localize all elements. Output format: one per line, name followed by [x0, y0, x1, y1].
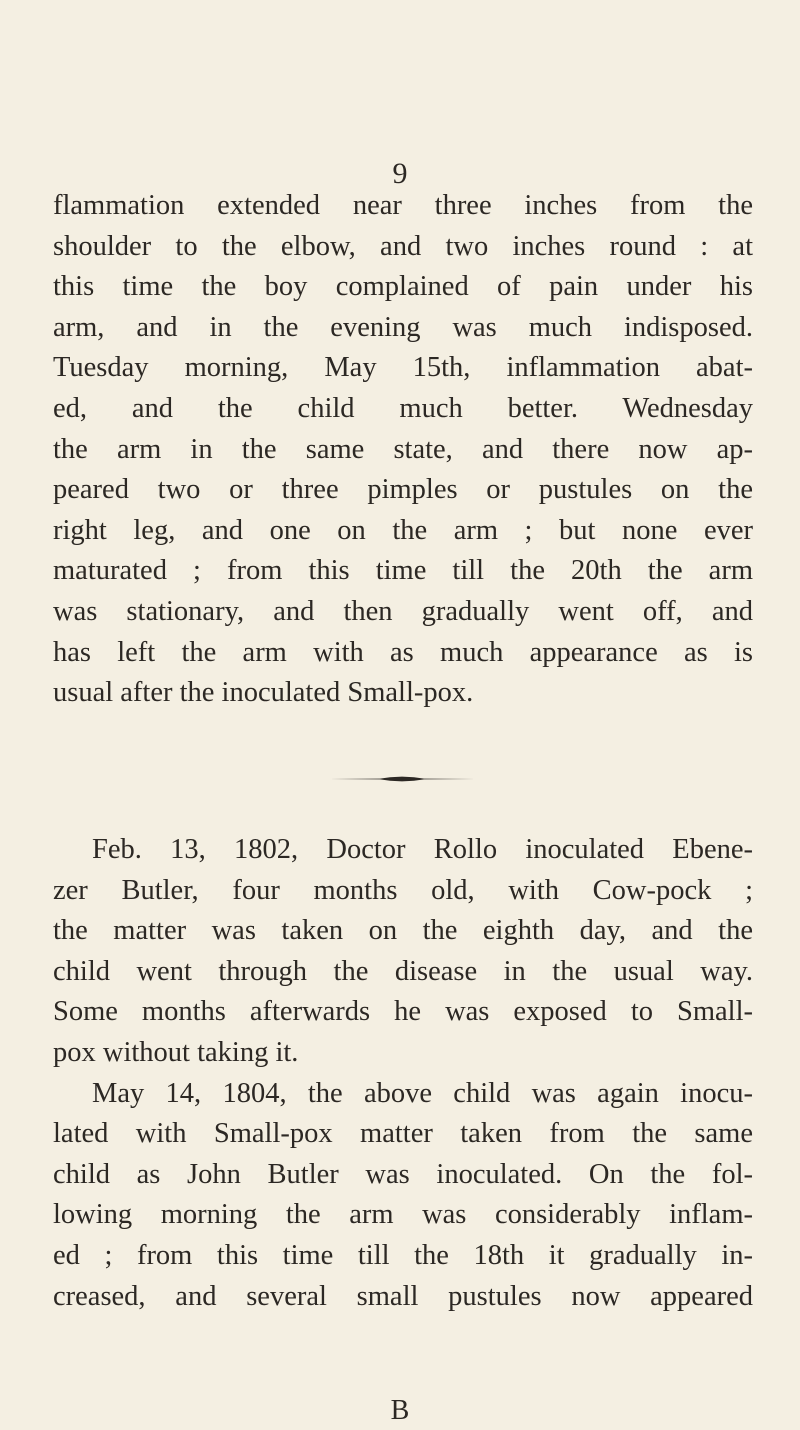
text-line: child as John Butler was inoculated. On the fol-: [53, 1158, 753, 1190]
signature-mark: B: [390, 1395, 410, 1426]
text-line: ed, and the child much better. Wednesday: [53, 392, 753, 424]
text-line: Tuesday morning, May 15th, inflammation abat-: [53, 352, 753, 384]
text-line: flammation extended near three inches from the: [53, 190, 753, 221]
text-line: the arm in the same state, and there now ap-: [53, 433, 753, 465]
text-line: was stationary, and then gradually went off, and: [53, 595, 753, 627]
text-line: ed ; from this time till the 18th it gradually in-: [53, 1239, 753, 1271]
passage-two: [53, 830, 753, 1317]
passage-one: [53, 186, 753, 714]
text-line: lowing morning the arm was considerably inflam-: [53, 1199, 753, 1231]
text-line: the matter was taken on the eighth day, and the: [53, 915, 753, 947]
text-line: lated with Small-pox matter taken from the same: [53, 1118, 753, 1150]
text-line: child went through the disease in the usual way.: [53, 955, 753, 987]
text-line: Some months afterwards he was exposed to Small-: [53, 996, 753, 1028]
text-line: this time the boy complained of pain under his: [53, 271, 753, 303]
page-number: 9: [392, 157, 408, 190]
text-line: May 14, 1804, the above child was again inocu-: [92, 1077, 753, 1109]
text-line: has left the arm with as much appearance as is: [53, 636, 753, 668]
text-line: arm, and in the evening was much indisposed.: [53, 311, 753, 343]
text-line: zer Butler, four months old, with Cow-pock ;: [53, 874, 753, 906]
text-line: Feb. 13, 1802, Doctor Rollo inoculated Ebene-: [92, 834, 753, 865]
text-line: peared two or three pimples or pustules on the: [53, 474, 753, 506]
text-line: usual after the inoculated Small-pox.: [53, 677, 474, 709]
text-line: pox without taking it.: [53, 1036, 299, 1068]
text-line: shoulder to the elbow, and two inches round : at: [53, 230, 753, 262]
text-line: creased, and several small pustules now appeared: [53, 1280, 753, 1312]
text-line: maturated ; from this time till the 20th the arm: [53, 555, 753, 587]
ornamental-rule: [330, 775, 475, 783]
text-line: right leg, and one on the arm ; but none ever: [53, 514, 753, 546]
